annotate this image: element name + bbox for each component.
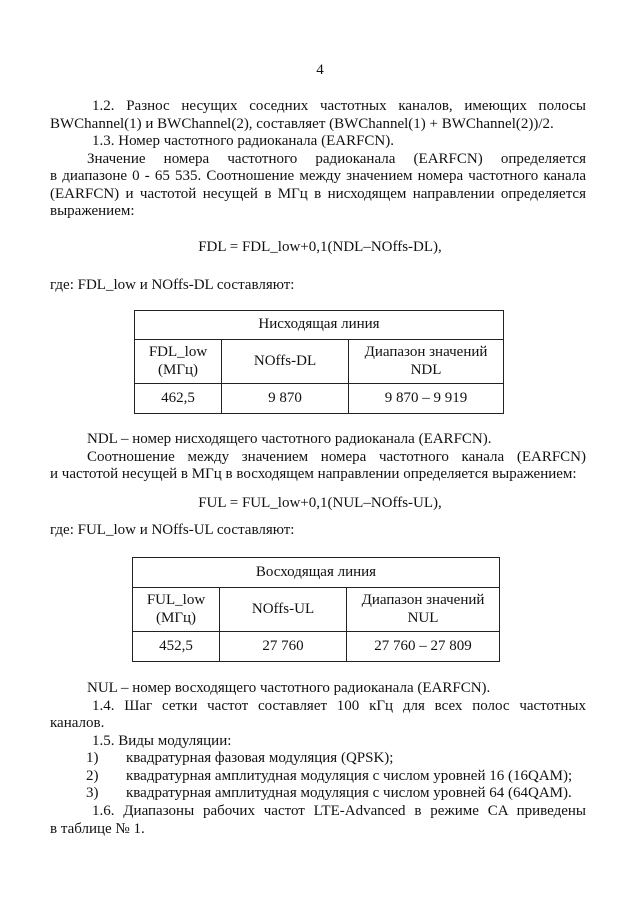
- formula-downlink: FDL = FDL_low+0,1(NDL–NOffs-DL),: [198, 239, 442, 255]
- section-1-4-line1: 1.4. Шаг сетки частот составляет 100 кГц для всех полос частотных: [92, 697, 586, 714]
- section-1-3-line4: выражением:: [50, 203, 135, 219]
- table-uplink-col3-header: [347, 588, 500, 632]
- section-1-6-line1: 1.6. Диапазоны рабочих частот LTE-Advanced в режиме CA приведены: [92, 803, 586, 819]
- where-downlink: где: FDL_low и NOffs-DL составляют:: [50, 277, 295, 293]
- section-1-4-line2: каналов.: [50, 715, 105, 731]
- list-item: [86, 785, 572, 803]
- table-uplink-col1-line1: FUL_low: [146, 592, 206, 608]
- table-uplink-col3-line1: Диапазон значений: [361, 592, 485, 608]
- list-item-text: квадратурная фазовая модуляция (QPSK);: [126, 750, 394, 766]
- table-downlink-col1-header: [135, 340, 222, 384]
- list-item-number: 1): [86, 750, 99, 766]
- formula-uplink: FUL = FUL_low+0,1(NUL–NOffs-UL),: [198, 495, 442, 511]
- section-1-4-block: [50, 680, 586, 750]
- table-uplink: [132, 557, 500, 662]
- list-item-text: квадратурная амплитудная модуляция с числом уровней 64 (64QAM).: [126, 785, 572, 801]
- section-1-3: [50, 133, 586, 221]
- list-item-number: 2): [86, 767, 99, 784]
- nul-definition: NUL – номер восходящего частотного радиоканала (EARFCN).: [87, 680, 491, 696]
- table-downlink-val3: 9 870 – 9 919: [349, 384, 504, 414]
- section-1-2-line1: 1.2. Разнос несущих соседних частотных каналов, имеющих полосы: [92, 98, 586, 114]
- section-1-3-line2: в диапазоне 0 - 65 535. Соотношение между значением номера частотного канала: [50, 168, 586, 184]
- table-uplink-val2: 27 760: [220, 632, 347, 662]
- table-downlink-header: Нисходящая линия: [135, 311, 504, 340]
- uplink-text-line2: и частотой несущей в МГц в восходящем направлении определяется выражением:: [50, 466, 577, 482]
- ndl-definition: NDL – номер нисходящего частотного радиоканала (EARFCN).: [87, 431, 492, 447]
- table-downlink-val2: 9 870: [222, 384, 349, 414]
- modulation-list: [86, 750, 572, 803]
- section-1-2: [50, 98, 586, 133]
- table-downlink: [134, 310, 504, 414]
- table-uplink-col2-header: NOffs-UL: [220, 588, 347, 632]
- table-uplink-col1-header: [133, 588, 220, 632]
- table-downlink-val1: 462,5: [135, 384, 222, 414]
- table-downlink-col1-line2: (МГц): [157, 361, 199, 378]
- table-uplink-header: Восходящая линия: [133, 558, 500, 588]
- table-downlink-col1-line1: FDL_low: [148, 344, 208, 360]
- list-item: [86, 768, 572, 786]
- section-1-5-title: 1.5. Виды модуляции:: [92, 732, 232, 749]
- section-1-3-line3: (EARFCN) и частотой несущей в МГц в нисходящем направлении определяется: [50, 185, 586, 202]
- table-downlink-col3-header: [349, 340, 504, 384]
- where-uplink: где: FUL_low и NOffs-UL составляют:: [50, 522, 295, 538]
- section-1-6: [50, 803, 586, 838]
- page-number: 4: [316, 62, 324, 78]
- list-item-number: 3): [86, 785, 99, 801]
- table-downlink-col3-line2: NDL: [410, 361, 442, 378]
- table-uplink-val3: 27 760 – 27 809: [347, 632, 500, 662]
- ndl-definition-block: [50, 431, 586, 484]
- table-uplink-val1: 452,5: [133, 632, 220, 662]
- uplink-text-line1: Соотношение между значением номера частотного канала (EARFCN): [87, 448, 586, 465]
- section-1-6-line2: в таблице № 1.: [50, 820, 145, 837]
- table-uplink-col1-line2: (МГц): [155, 609, 197, 626]
- table-uplink-col3-line2: NUL: [407, 609, 439, 626]
- section-1-2-line2: BWChannel(1) и BWChannel(2), составляет (BWChannel(1) + BWChannel(2))/2.: [50, 115, 554, 132]
- list-item: [86, 750, 572, 768]
- list-item-text: квадратурная амплитудная модуляция с числом уровней 16 (16QAM);: [126, 767, 573, 784]
- section-1-3-title: 1.3. Номер частотного радиоканала (EARFCN).: [92, 133, 394, 149]
- section-1-3-line1: Значение номера частотного радиоканала (EARFCN) определяется: [87, 150, 586, 167]
- table-downlink-col2-header: NOffs-DL: [222, 340, 349, 384]
- table-downlink-col3-line1: Диапазон значений: [364, 344, 488, 360]
